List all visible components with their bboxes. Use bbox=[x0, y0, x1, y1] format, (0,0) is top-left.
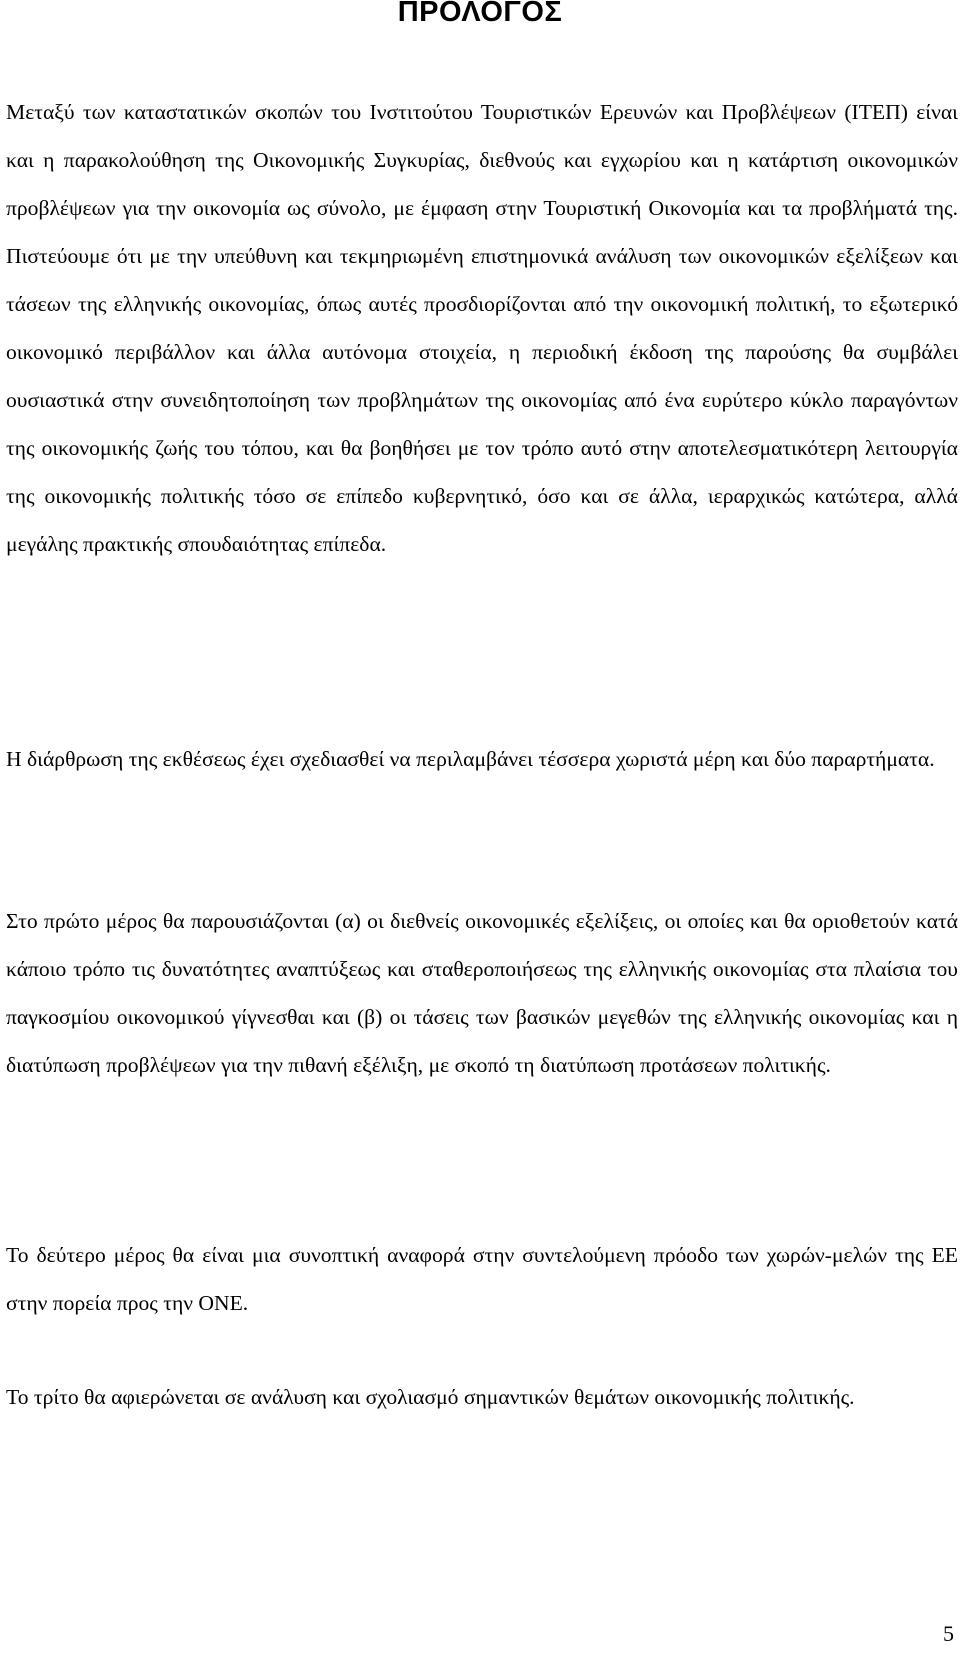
paragraph-part-two: Το δεύτερο μέρος θα είναι μια συνοπτική αναφορά στην συντελούμενη πρόοδο των χωρών-μελών της ΕΕ στην πορεία προς την ΟΝΕ. bbox=[6, 1243, 958, 1315]
paragraph-part-one: Στο πρώτο μέρος θα παρουσιάζονται (α) οι διεθνείς οικονομικές εξελίξεις, οι οποίες και θα οριοθετούν κατά κάποιο τρόπο τις δυνατότητες αναπτύξεως και σταθεροποιήσεως της ελληνικής οικονομίας στα πλαίσια του παγκοσμίου οικονομικού γίγνεσθαι και (β) οι τάσεις των βασικών μεγεθών της ελληνικής οικονομίας και η διατύπωση προβλέψεων για την πιθανή εξέλιξη, με σκοπό τη διατύπωση προτάσεων πολιτικής. bbox=[6, 909, 958, 1077]
paragraph-introduction: Μεταξύ των καταστατικών σκοπών του Ινστιτούτου Τουριστικών Ερευνών και Προβλέψεων (ΙΤΕΠ) είναι και η παρακολούθηση της Οικονομικής Συγκυρίας, διεθνούς και εγχωρίου και η κατάρτιση οικονομικών προβλέψεων για την οικονομία ως σύνολο, με έμφαση στην Τουριστική Οικονομία και τα προβλήματά της. Πιστεύουμε ότι με την υπεύθυνη και τεκμηριωμένη επιστημονικά ανάλυση των οικονομικών εξελίξεων και τάσεων της ελληνικής οικονομίας, όπως αυτές προσδιορίζονται από την οικονομική πολιτική, το εξωτερικό οικονομικό περιβάλλον και άλλα αυτόνομα στοιχεία, η περιοδική έκδοση της παρούσης θα συμβάλει ουσιαστικά στην συνειδητοποίηση των προβλημάτων της οικονομίας από ένα ευρύτερο κύκλο παραγόντων της οικονομικής ζωής του τόπου, και θα βοηθήσει με τον τρόπο αυτό στην αποτελεσματικότερη λειτουργία της οικονομικής πολιτικής τόσο σε επίπεδο κυβερνητικό, όσο και σε άλλα, ιεραρχικώς κατώτερα, αλλά μεγάλης πρακτικής σπουδαιότητας επίπεδα. bbox=[6, 100, 958, 556]
page-title: ΠΡΟΛΟΓΟΣ bbox=[397, 0, 563, 28]
page-number: 5 bbox=[943, 1621, 954, 1646]
paragraph-part-three: Το τρίτο θα αφιερώνεται σε ανάλυση και σχολιασμό σημαντικών θεμάτων οικονομικής πολιτικής. bbox=[6, 1385, 855, 1409]
paragraph-structure: Η διάρθρωση της εκθέσεως έχει σχεδιασθεί να περιλαμβάνει τέσσερα χωριστά μέρη και δύο παραρτήματα. bbox=[6, 747, 935, 771]
